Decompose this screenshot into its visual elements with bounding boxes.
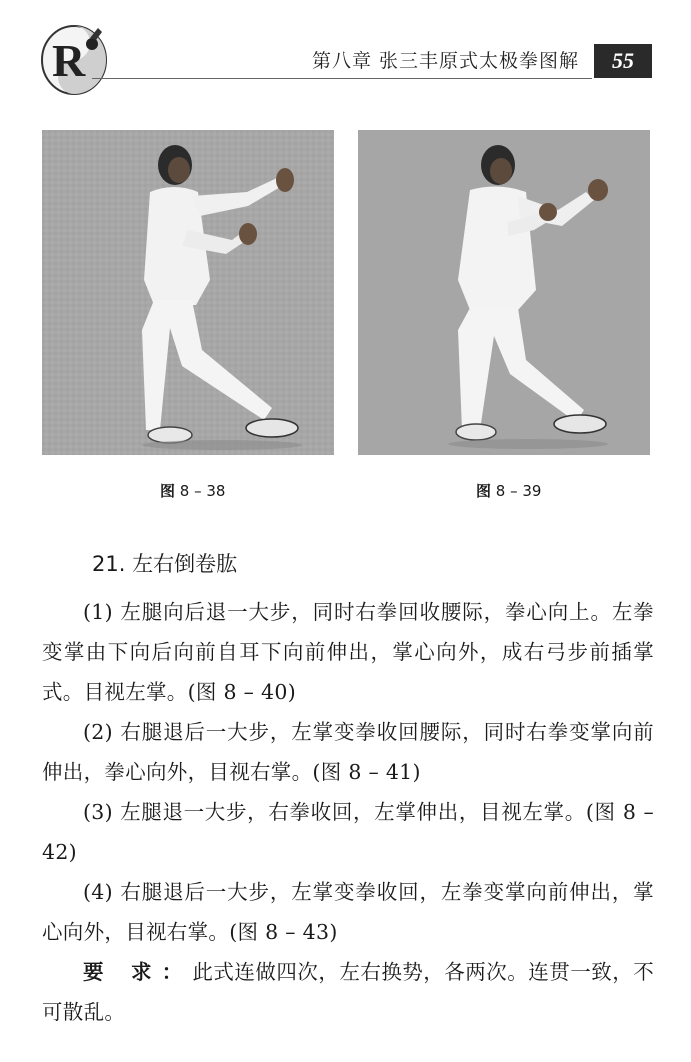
figure-caption-number: 8 – 39: [495, 482, 542, 500]
figure-caption: [160, 480, 225, 501]
figure-photo-tai-chi-pose-2: [358, 130, 650, 455]
svg-text:R: R: [52, 35, 86, 86]
page-number: 55: [594, 44, 652, 78]
figure-caption-number: 8 – 38: [179, 482, 226, 500]
publisher-logo: [38, 18, 116, 100]
figure-caption-label: 图: [476, 482, 492, 500]
chapter-title: 第八章 张三丰原式太极拳图解: [312, 50, 580, 72]
figure-photo-tai-chi-pose-1: [42, 130, 334, 455]
figure-caption-label: 图: [160, 482, 176, 500]
requirement-label: 要 求：: [83, 960, 193, 984]
paragraph: (4) 右腿退后一大步，左掌变拳收回，左拳变掌向前伸出，掌心向外，目视右掌。(图 8 – 43): [42, 880, 654, 944]
requirement-text: 此式连做四次，左右换势，各两次。连贯一致，不可散乱。: [42, 960, 654, 1024]
section-title: 21. 左右倒卷肱: [92, 552, 238, 576]
paragraph: (3) 左腿退一大步，右拳收回，左掌伸出，目视左掌。(图 8 – 42): [42, 800, 654, 864]
requirement-paragraph: [42, 952, 654, 1032]
paragraph: (2) 右腿退后一大步，左掌变拳收回腰际，同时右拳变掌向前伸出，拳心向外，目视右掌。(图 8 – 41): [42, 720, 654, 784]
body-text: [42, 592, 654, 1032]
paragraph: (1) 左腿向后退一大步，同时右拳回收腰际，拳心向上。左拳变掌由下向后向前自耳下向前伸出，掌心向外，成右弓步前插掌式。目视左掌。(图 8 – 40): [42, 600, 654, 704]
figure-caption: [476, 480, 541, 501]
header-rule: [92, 78, 592, 79]
